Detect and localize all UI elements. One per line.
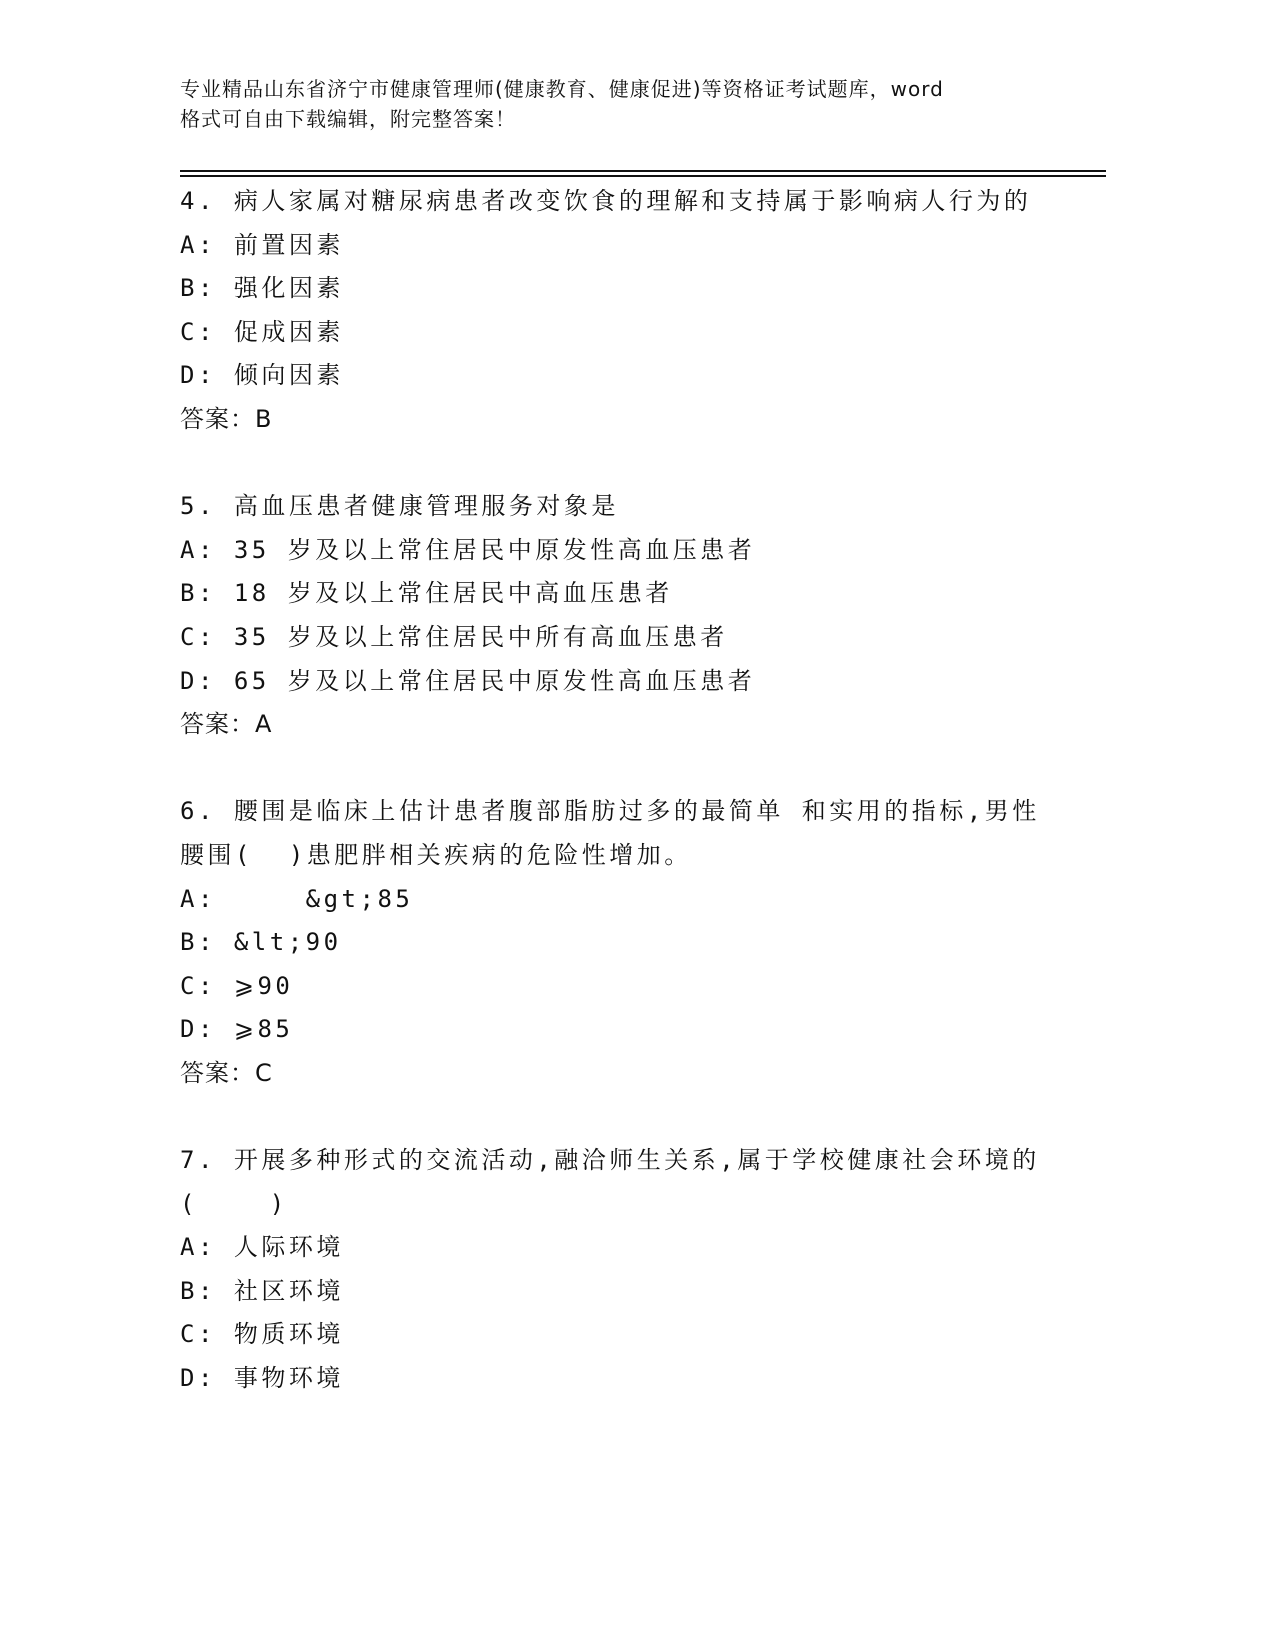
question-option: D: 事物环境 (180, 1364, 344, 1393)
question-spacer (180, 442, 1080, 486)
question-option: D: 65 岁及以上常住居民中原发性高血压患者 (180, 666, 756, 695)
header-line-2: 格式可自由下载编辑，附完整答案！ (180, 107, 516, 131)
question-answer: 答案：A (180, 710, 273, 739)
question-answer: 答案：B (180, 404, 273, 433)
question-stem: 4. 病人家属对糖尿病患者改变饮食的理解和支持属于影响病人行为的 (180, 187, 1032, 215)
question-stem: 腰围( )患肥胖相关疾病的危险性增加。 (180, 840, 692, 869)
question-list (180, 180, 1080, 1401)
question-option: A: 35 岁及以上常住居民中原发性高血压患者 (180, 535, 756, 564)
question-block (180, 1139, 1080, 1401)
question-option: C: 物质环境 (180, 1320, 344, 1349)
question-block (180, 790, 1080, 1095)
header-divider-top (180, 170, 1106, 172)
question-option: B: 强化因素 (180, 274, 344, 303)
question-block (180, 485, 1080, 747)
question-stem: 7. 开展多种形式的交流活动,融洽师生关系,属于学校健康社会环境的 (180, 1146, 1040, 1175)
question-option: A: &gt;85 (180, 884, 414, 913)
question-option: A: 前置因素 (180, 230, 344, 259)
question-block (180, 180, 1080, 442)
header-divider-bottom (180, 175, 1106, 177)
question-option: B: 社区环境 (180, 1276, 344, 1305)
question-option: C: ⩾90 (180, 971, 294, 1000)
question-spacer (180, 1095, 1080, 1139)
question-option: B: &lt;90 (180, 928, 342, 957)
question-stem: 6. 腰围是临床上估计患者腹部脂肪过多的最简单 和实用的指标,男性 (180, 797, 1040, 826)
question-option: A: 人际环境 (180, 1233, 344, 1262)
question-spacer (180, 747, 1080, 791)
document-header (180, 74, 1060, 134)
question-option: C: 促成因素 (180, 317, 344, 346)
question-stem: ( ) (180, 1189, 288, 1218)
question-option: D: ⩾85 (180, 1015, 294, 1044)
header-line-1: 专业精品山东省济宁市健康管理师(健康教育、健康促进)等资格证考试题库，word (180, 77, 944, 101)
question-option: C: 35 岁及以上常住居民中所有高血压患者 (180, 622, 728, 651)
question-option: D: 倾向因素 (180, 361, 344, 390)
question-answer: 答案：C (180, 1058, 273, 1087)
question-stem: 5. 高血压患者健康管理服务对象是 (180, 492, 619, 521)
question-option: B: 18 岁及以上常住居民中高血压患者 (180, 579, 673, 608)
